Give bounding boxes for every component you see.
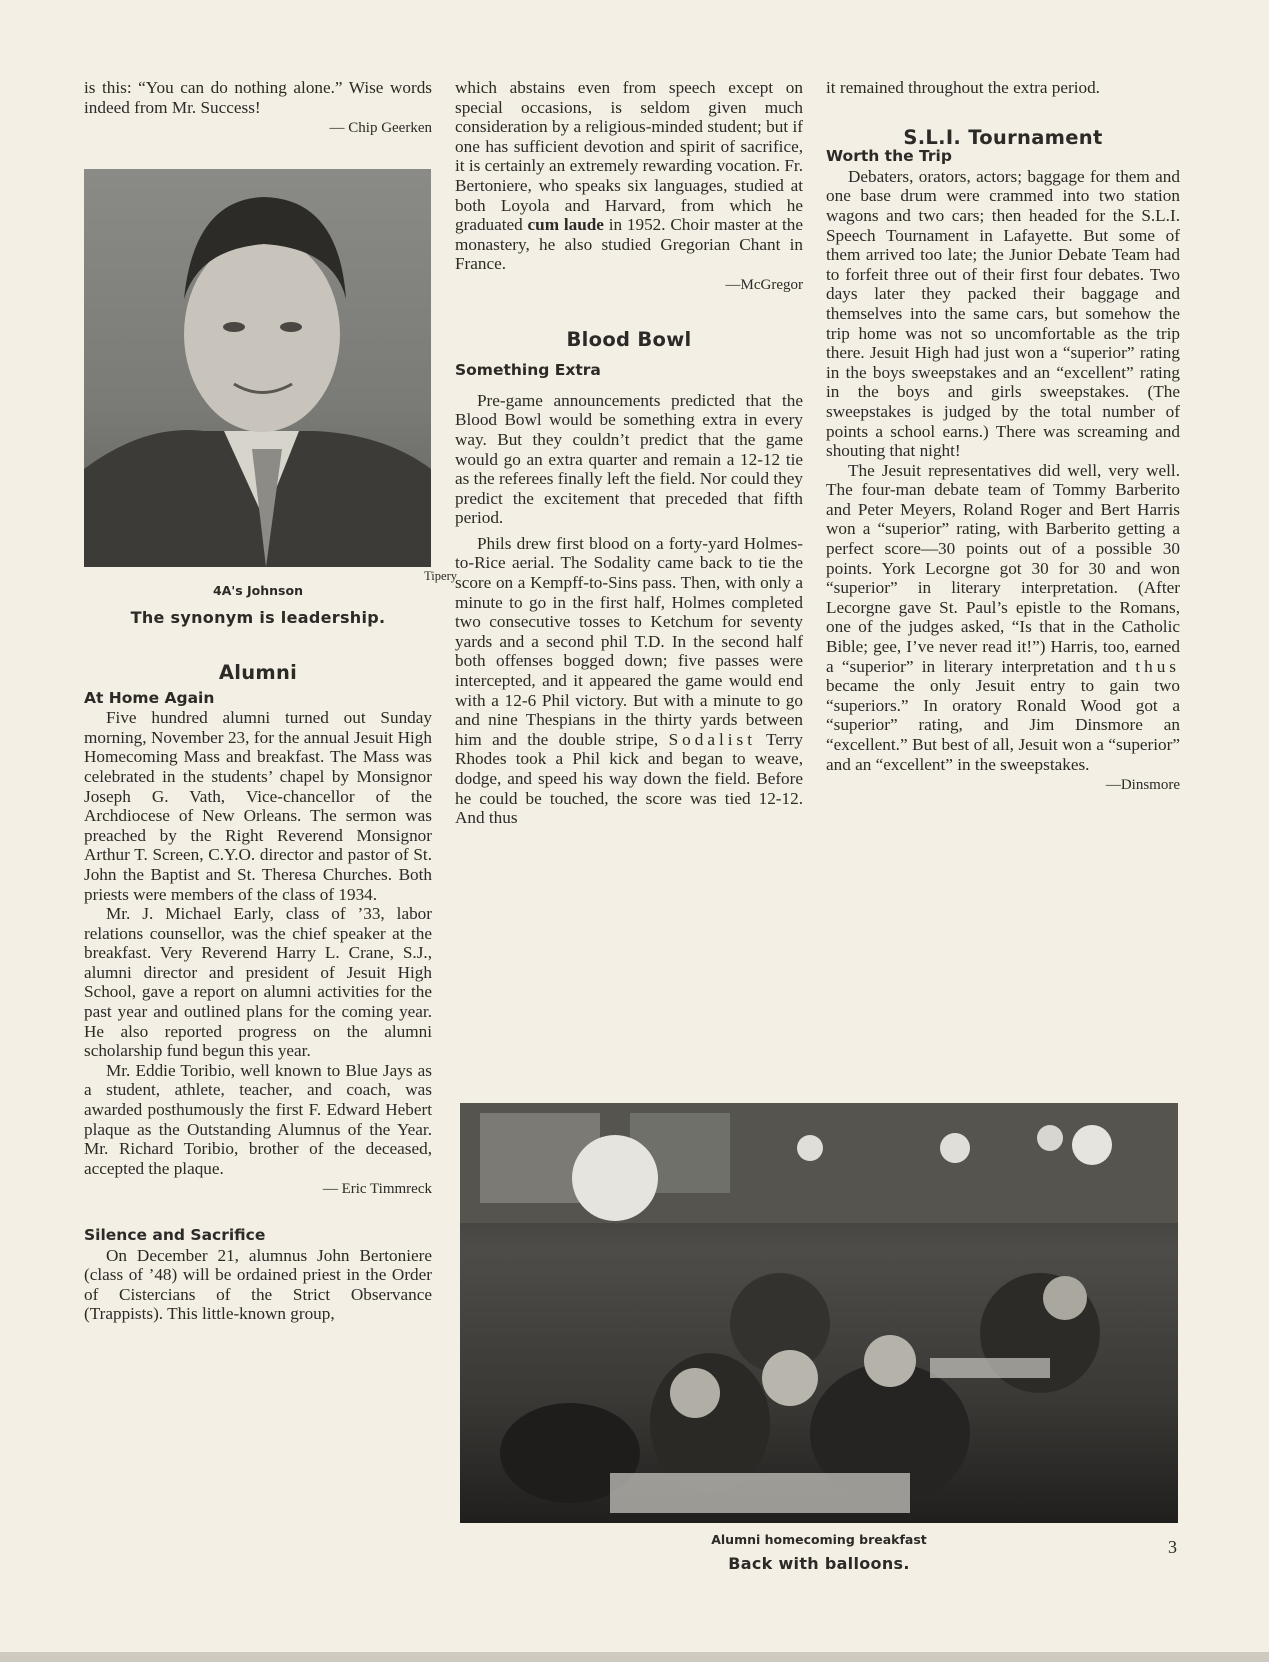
home-again-title: At Home Again <box>84 688 215 707</box>
sli-paragraph-2b: became the only Jesuit entry to gain two “superiors.” In oratory Ronald Wood got a “superior” rating, and Jim Dinsmore an “excellent.” But best of all, Jesuit won a “superior” and an “excellent” in the sweepstakes. <box>826 676 1180 774</box>
blood-ending: it remained throughout the extra period. <box>826 78 1100 97</box>
home-paragraph-2: Mr. J. Michael Early, class of ’33, labor relations counsellor, was the chief speaker at the breakfast. Very Reverend Harry L. Crane, S.J., alumni director and president of Jesuit High School, gave a report on alumni activities for the past year and outlined plans for the coming year. He also reported progress on the alumni scholarship fund begun this year. <box>84 904 432 1061</box>
column-1 <box>84 78 457 1324</box>
page-bottom-edge <box>0 1652 1269 1662</box>
breakfast-caption-small: Alumni homecoming breakfast <box>711 1532 927 1547</box>
silence-paragraph-1: On December 21, alumnus John Bertoniere (class of ’48) will be ordained priest in the Order of Cistercians of the Strict Observance (Trappists). This little-known group, <box>84 1245 432 1324</box>
silence-continued-b: in 1952. Choir master at the monastery, he also studied Gregorian Chant in France. <box>455 215 804 274</box>
sli-signature: —Dinsmore <box>1105 777 1180 794</box>
portrait-photo <box>84 169 431 567</box>
silence-continued-a: which abstains even from speech except on special occasions, is seldom given much consideration by a religious-minded student; but if one has sufficient devotion and spirit of sacrifice, it is certainly an extremely rewarding vocation. Fr. Bertoniere, who speaks six languages, studied at both Loyola and Harvard, from which he graduated <box>455 78 803 235</box>
column-3 <box>826 78 1180 796</box>
blood-paragraph-2b: Terry Rhodes took a Phil kick and began to weave, dodge, and speed his way down the field. Before he could be touched, the score was tied 12-12. And thus <box>455 729 803 828</box>
breakfast-photo <box>460 1103 1178 1523</box>
something-extra-title: Something Extra <box>455 361 601 380</box>
blood-paragraph-spread: Sodalist <box>668 729 756 749</box>
silence-title: Silence and Sacrifice <box>84 1226 266 1244</box>
worth-trip-title: Worth the Trip <box>826 147 952 166</box>
sli-paragraph-2a: The Jesuit representatives did well, very well. The four-man debate team of Tommy Barberito and Peter Meyers, Roland Roger and Bert Harris won a “superior” rating, with Barberito getting a perfect score—30 points out of a possible 30 points. York Lecorgne got 30 for 30 and won “superior” in literary interpretation. (After Lecorgne gave St. Paul’s epistle to the Romans, one of the judges asked, “Is that in the Catholic Bible; gee, I’ve never read it!”) Harris, too, earned a “superior” in literary interpretation and <box>826 460 1180 676</box>
silence-signature: —McGregor <box>725 276 803 293</box>
portrait-illustration <box>84 169 431 567</box>
blood-paragraph-2 <box>455 534 803 828</box>
portrait-block <box>84 139 457 589</box>
portrait-credit: Tipery <box>424 568 457 583</box>
silence-bold: cum laude <box>527 215 604 235</box>
home-paragraph-3: Mr. Eddie Toribio, well known to Blue Jays as a student, athlete, teacher, and coach, was awarded posthumously the first F. Edward Hebert plaque as the Outstanding Alumnus of the Year. Mr. Richard Toribio, brother of the deceased, accepted the plaque. <box>84 1060 432 1178</box>
sli-paragraph-1: Debaters, orators, actors; baggage for them and one base drum were crammed into two station wagons and two cars; then headed for the S.L.I. Speech Tournament in Lafayette. But some of them arrived too late; the Junior Debate Team had to forfeit three out of their first four debates. Two days later they packed their baggage and themselves into the same cars, but somehow the trip home was not so uncomfortable as the trip there. Jesuit High had just won a “superior” rating in the boys sweepstakes and an “excellent” rating in the boys and girls sweepstakes. (The sweepstakes is judged by the total number of points a school earns.) There was screaming and shouting that night! <box>826 166 1180 461</box>
sli-title: S.L.I. Tournament <box>903 125 1103 149</box>
column-2 <box>455 78 803 828</box>
blood-bowl-title: Blood Bowl <box>566 327 692 351</box>
intro-signature: — Chip Geerken <box>329 120 432 137</box>
intro-text: is this: “You can do nothing alone.” Wise words indeed from Mr. Success! <box>84 78 432 117</box>
portrait-caption-big: The synonym is leadership. <box>130 608 386 628</box>
silence-continued <box>455 78 803 274</box>
breakfast-caption-big: Back with balloons. <box>728 1554 910 1573</box>
page-number: 3 <box>1168 1537 1177 1557</box>
home-paragraph-1: Five hundred alumni turned out Sunday morning, November 23, for the annual Jesuit High Homecoming Mass and breakfast. The Mass was celebrated in the students’ chapel by Monsignor Joseph G. Vath, Vice-chancellor of the Archdiocese of New Orleans. The sermon was preached by the Right Reverend Monsignor Arthur T. Screen, C.Y.O. director and pastor of St. John the Baptist and St. Theresa Churches. Both priests were members of the class of 1934. <box>84 708 432 904</box>
alumni-title: Alumni <box>218 660 298 684</box>
sli-paragraph-2 <box>826 461 1180 775</box>
blood-paragraph-2a: Phils drew first blood on a forty-yard Holmes-to-Rice aerial. The Sodality came back to tie the score on a Kempff-to-Sins pass. Then, with only a minute to go in the first half, Holmes completed two consecutive tosses to Ketchum for seventy yards and a second phil T.D. In the second half both offenses bogged down; five passes were intercepted, and it appeared the game would end with a 12-6 Phil victory. But with a minute to go and nine Thespians in the thirty yards between him and the double stripe, <box>455 533 803 749</box>
sli-paragraph-spread: thus <box>1135 656 1180 676</box>
home-signature: — Eric Timmreck <box>322 1181 432 1198</box>
breakfast-illustration <box>460 1103 1178 1523</box>
portrait-caption-small: 4A's Johnson <box>213 582 303 598</box>
blood-paragraph-1: Pre-game announcements predicted that the Blood Bowl would be something extra in every way. But they couldn’t predict that the game would go an extra quarter and remain a 12-12 tie as the referees finally left the field. Nor could they predict the excitement that preceded that fifth period. <box>455 390 803 528</box>
